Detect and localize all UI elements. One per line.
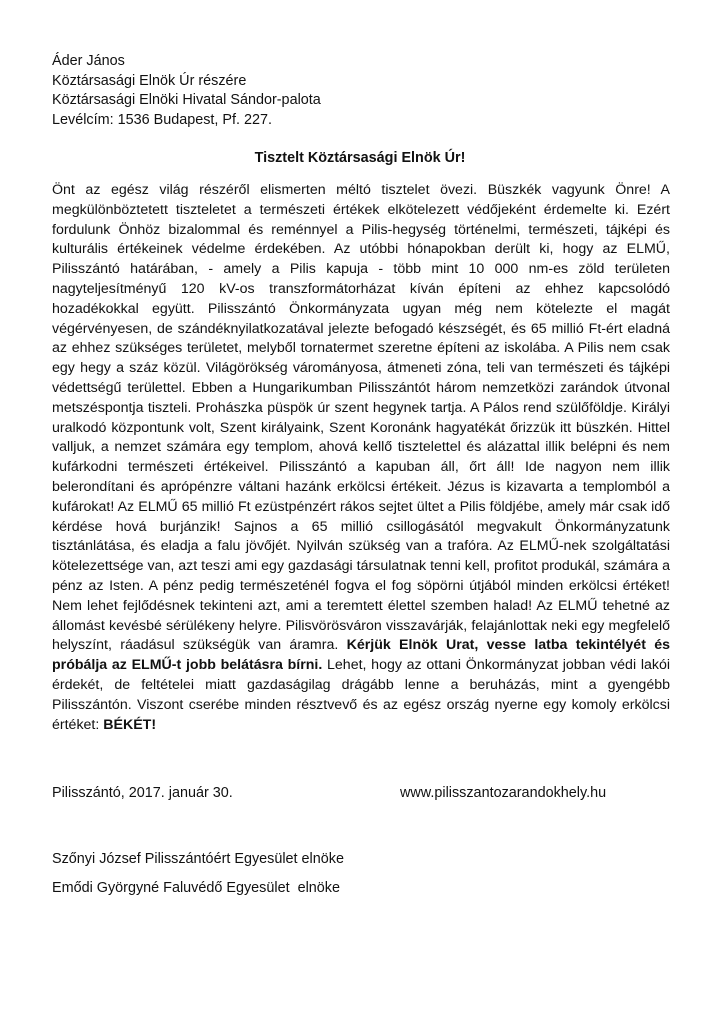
recipient-address [52, 52, 321, 130]
signature-1: Szőnyi József Pilisszántóért Egyesület elnöke [52, 851, 344, 867]
website-address: www.pilisszantozarandokhely.hu [400, 785, 607, 801]
body-text-part-1: Önt az egész világ részéről elismerten méltó tisztelet övezi. Büszkék vagyunk Önre! A megkülönböztetett tiszteletet a természeti értékek elkötelezett védőjeként érdemelte ki. Ezért fordulunk Önhöz bizalommal és reménnyel a Pilis-hegység történelmi, természeti, tájképi és kulturális értékeinek védelme érdekében. Az utóbbi hónapokban derült ki, hogy az ELMŰ, Pilisszántó határában, - amely a Pilis kapuja - több mint 10 000 nm-es zöld területen nagyteljesítményű 120 kV-os transzformátorházat kíván építeni az ehhez kapcsolódó hozadékokkal együtt. Pilisszántó Önkormányzata ugyan még nem kötelezte el magát végérvényesen, de szándéknyilatkozatával jelezte befogadó készségét, és 65 millió Ft-ért eladná az ehhez szükséges területet, melyből tornatermet szeretne építeni az iskolába. A Pilis nem csak egy hegy a száz közül. Világörökség várományosa, átmeneti zóna, teli van természeti és tájképi védettségű területtel. Ebben a Hungarikumban Pilisszántót három nemzetközi zarándok útvonal metszéspontja tiszteli. Prohászka püspök úr szent hegynek tartja. A Pálos rend szülőföldje. Királyi uralkodó központunk volt, Szent királyaink, Szent Koronánk hagyatékát őrizzük itt büszkén. Hittel valljuk, a nemzet számára egy templom, ahová kellő tisztelettel és alázattal illik belépni és nem kufárkodni természeti értékeivel. Pilisszántó a kapuban áll, őrt áll! Ide nagyon nem illik belerondítani és aprópénzre váltani hazánk erkölcsi értékeit. Jézus is kizavarta a templomból a kufárokat! Az ELMŰ 65 millió Ft ezüstpénzért rákos sejtet ültet a Pilis földjébe, amely már csak idő kérdése hová burjánzik! Sajnos a 65 millió csillogásától megvakult Önkormányzatunk tisztánlátása, és eladja a falu jövőjét. Nyilván szükség van a trafóra. Az ELMŰ-nek szolgáltatási kötelezettsége van, azt teszi ami egy gazdasági társulatnak tenni kell, profitot produkál, számára a pénz az Isten. A pénz pedig természeténél fogva el fog söpörni útjából minden erkölcsi értéket! Nem lehet fejlődésnek tekinteni azt, ami a teremtett élettel szemben halad! Az ELMŰ tehetné az állomást kevésbé sérülékeny helyre. Pilisvörösváron visszavárják, felajánlottak neki egy megfelelő helyszínt, ráadásul szükségük van áramra. [52, 182, 670, 654]
recipient-postal-address: Levélcím: 1536 Budapest, Pf. 227. [52, 111, 272, 128]
letter-body [52, 181, 670, 735]
signature-2: Emődi Györgyné Faluvédő Egyesület elnöke [52, 880, 340, 896]
recipient-name: Áder János [52, 53, 125, 69]
body-bold-closing: BÉKÉT! [103, 716, 157, 733]
letter-date: Pilisszántó, 2017. január 30. [52, 785, 233, 801]
recipient-office: Köztársasági Elnöki Hivatal Sándor-palota [52, 92, 321, 109]
body-text-part-2: Lehet, hogy az ottani Önkormányzat jobban védi lakói érdekét, de feltételei miatt gazdaságilag drágább lenne a beruházás, mint a gyengébb Pilisszántón. Viszont cserébe minden résztvevő és az egész ország nyerne egy komoly erkölcsi értéket: [52, 657, 670, 733]
body-bold-request: Kérjük Elnök Urat, vesse latba tekintélyét és próbálja az ELMŰ-t jobb belátásra bírni. [52, 637, 670, 674]
salutation: Tisztelt Köztársasági Elnök Úr! [254, 150, 466, 166]
recipient-title: Köztársasági Elnök Úr részére [52, 72, 247, 89]
